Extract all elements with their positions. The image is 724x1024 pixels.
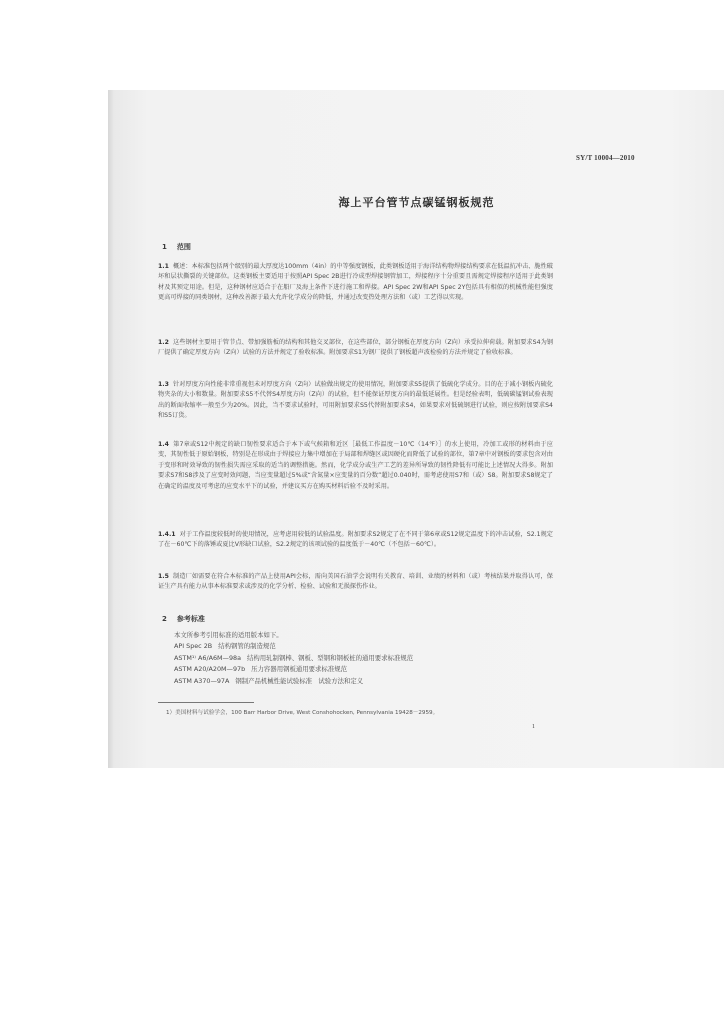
paragraph-text: 针对厚度方向性能非常重视但未对厚度方向（Z向）试验做出规定的使用情况，附加要求S5提供了低硫化学成分。目的在于减小钢板内硫化物夹杂的大小和数量。附加要求S5不代替S4厚度方向（Z向）的试验，但不能保证厚度方向的最低延展性。但是经验表明，低硫碳锰钢试验表现出的断面收缩率一般至少为20%。因此，当不要求试验时，可用附加要求S5代替附加要求S4，如果要求对低硫钢进行试验，则应按附加要求S4和S5订货。 (158, 381, 553, 420)
reference-title: 结构钢管的制造规范 (218, 642, 276, 651)
paragraph-number: 1.5 (158, 573, 169, 580)
paragraph-1-2 (158, 338, 553, 359)
paragraph-text: 这些钢材主要用于管节点、带加强筋板的结构和其他交叉部位，在这些部位，部分钢板在厚度方向（Z向）承受拉伸荷载。附加要求S4为钢厂提供了确定厚度方向（Z向）试验的方法并规定了验收标准。附加要求S1为钢厂提供了钢板超声波检验的方法并规定了验收标准。 (158, 339, 553, 357)
paragraph-1-5 (158, 572, 553, 593)
paragraph-number: 1.4.1 (158, 531, 176, 538)
paragraph-text: 第7章或S12中规定的缺口韧性要求适合于本下或气候箱和近区［最低工作温度－10℃（14℉）］的水上使用，冷加工或形的材料由于应变，其韧性低于原始钢板，特别是在形成由于焊接应力集中增加在于局部和焊缝区或因硬化而降低了试验的部位，第7章中对钢板的要求包含对由于变形和时效导致的韧性损失需应采取的适当的调整措施。然而，化学成分或生产工艺的差异所导致的韧性降低有可能比上述情况大得多。附加要求S7和S8涉及了应变时效问题，当应变量超过5%或“含氮量×应变量的百分数”超过0.040时，需考虑使用S7和（或）S8。附加要求S8规定了在确定的温度及可考虑的应变水平下的试验，并建议买方在购买材料后验不及时采用。 (158, 441, 553, 490)
reference-intro: 本文所参考引用标准的适用版本如下。 (174, 631, 283, 639)
reference-title: 结构用轧制钢棒、钢板、型钢和钢板桩的通用要求标准规范 (247, 653, 414, 662)
reference-code: API Spec 2B (174, 642, 213, 651)
paragraph-1-3 (158, 380, 553, 422)
reference-code: ASTM A20/A20M—97b (174, 665, 246, 674)
section-title: 范围 (176, 243, 191, 251)
section-title: 参考标准 (176, 615, 205, 623)
paragraph-number: 1.3 (158, 381, 169, 388)
paragraph-text: 制造厂如需要在符合本标准的产品上使用API会标，需向美国石油学会说明有关教育、培训、业绩的材料和（或）考核结果并取得认可，保证生产具有能力从事本标准要求或涉及的化学分析、检验、试验和无损探伤作业。 (158, 573, 553, 591)
paragraph-1-4-1 (158, 530, 553, 551)
section-number: 2 (162, 615, 167, 623)
paragraph-text: 对于工作温度较低时的使用情况，应考虑用较低的试验温度。附加要求S2规定了在不同于第6章或S12规定温度下的冲击试验，S2.1规定了在－60℃下的落锤或夏比V形缺口试验，S2.2规定的该项试验的温度低于－40℃（不包括－60℃）。 (158, 531, 553, 549)
reference-code: ASTM¹⁾ A6/A6M—98a (174, 653, 241, 662)
section-heading-scope (162, 242, 191, 252)
paragraph-number: 1.4 (158, 441, 169, 448)
reference-title: 压力容器用钢板通用要求标准规范 (251, 665, 347, 674)
paragraph-number: 1.2 (158, 339, 169, 346)
standard-code: SY/T 10004—2010 (576, 154, 635, 162)
footnote-divider (158, 702, 254, 703)
reference-title: 钢制产品机械性能试验标准 试验方法和定义 (235, 676, 364, 685)
section-heading-references (162, 614, 205, 624)
section-number: 1 (162, 243, 167, 251)
paragraph-1-1 (158, 262, 553, 304)
paragraph-number: 1.1 (158, 263, 169, 270)
paragraph-1-4 (158, 440, 553, 492)
reference-item (174, 664, 554, 675)
document-page (108, 90, 724, 768)
reference-item (174, 653, 554, 664)
document-title: 海上平台管节点碳锰钢板规范 (338, 196, 495, 209)
reference-list (174, 630, 554, 687)
paragraph-text: 概述：本标准包括两个级别的最大厚度达100mm（4in）的中等强度钢板，此类钢板适用于海洋结构物焊接结构要求在低温抗冲击、脆性破坏和层状撕裂的关键部位。这类钢板主要适用于按照API Spec 2B进行冷成型焊接钢管加工，焊接程序十分重要且需规定焊接程序适用于此类钢材及其预定用途。但是，这种钢材应适合于在船厂及海上条件下进行施工和焊接。API Spec 2W和API Spec 2Y包括具有相似的机械性能但强度更高可焊接的同类钢材，这种改善源于最大允许化学成分的降低，并通过改变热处理方法和（或）工艺得以实现。 (158, 263, 553, 302)
footnote: 1）美国材料与试验学会，100 Barr Harbor Drive, West Conshohocken, Pennsylvania 19428－2959。 (166, 710, 439, 716)
reference-code: ASTM A370—97A (174, 676, 230, 685)
page-number: 1 (532, 724, 535, 730)
reference-item (174, 676, 554, 687)
reference-item (174, 641, 554, 652)
